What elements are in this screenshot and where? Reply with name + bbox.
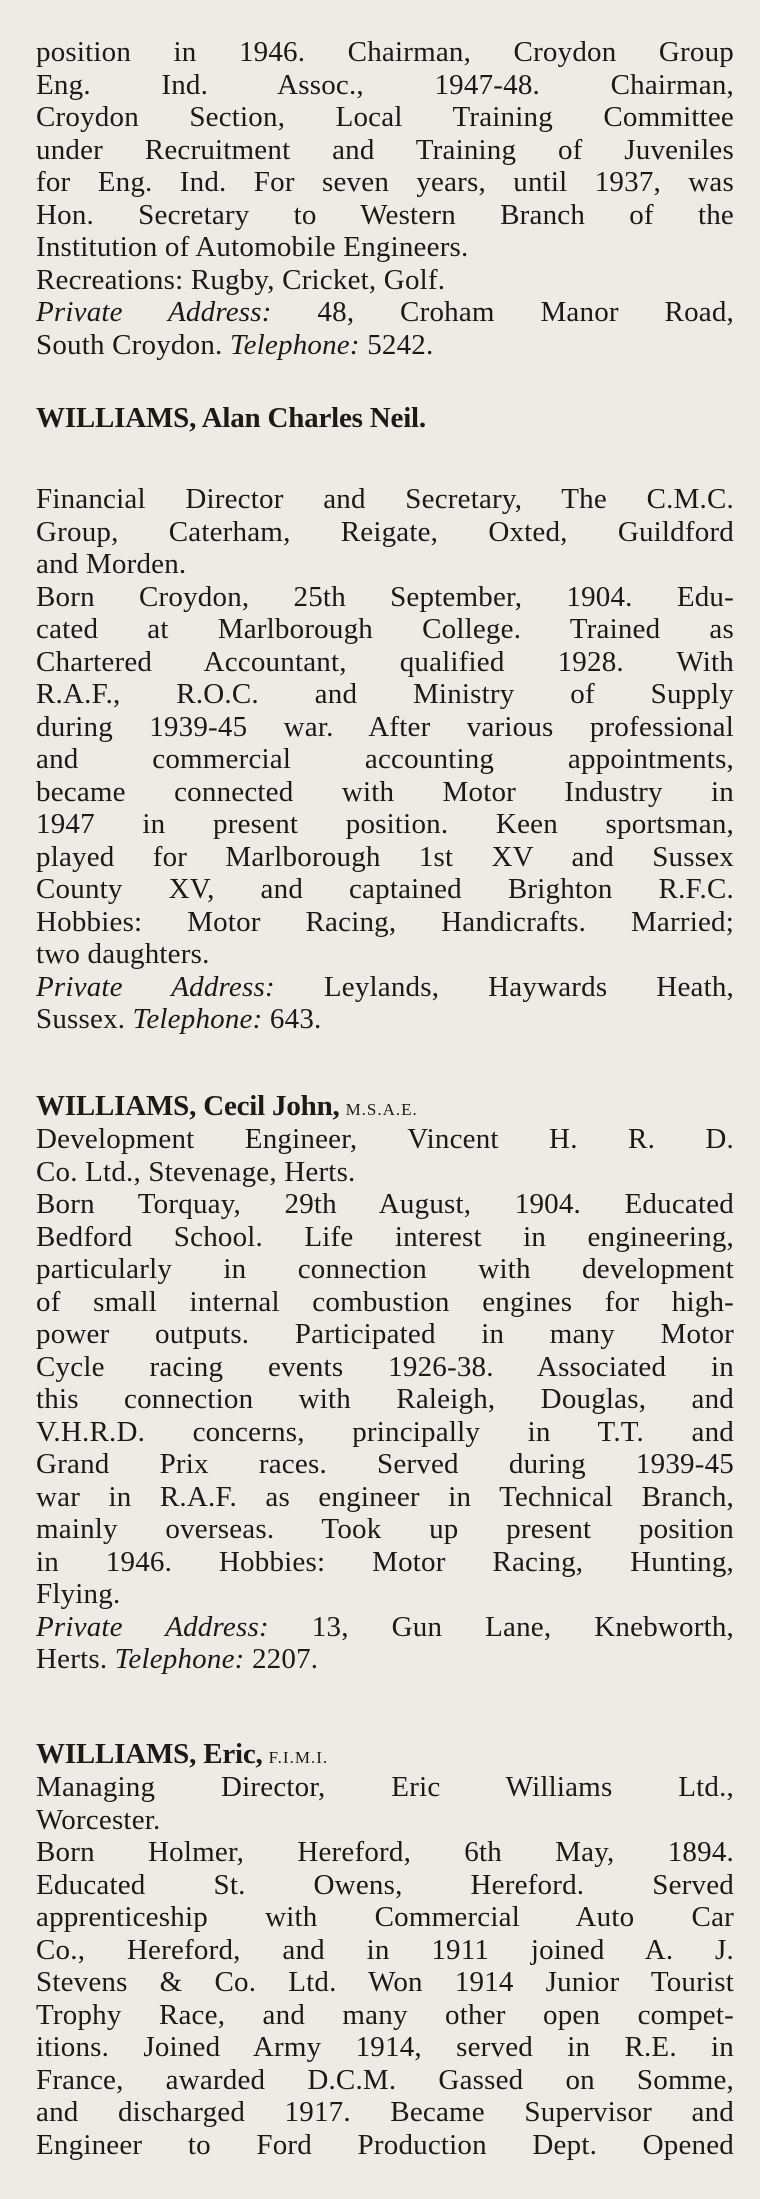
text-segment: power outputs. Participated in many Motor: [36, 1318, 734, 1350]
text-segment: 48, Croham Manor Road,: [317, 296, 734, 328]
text-line: [36, 613, 734, 646]
text-segment: and commercial accounting appointments,: [36, 743, 734, 775]
text-line: [36, 69, 734, 102]
text-segment: 2207.: [251, 1643, 319, 1675]
text-segment: Co., Hereford, and in 1911 joined A. J.: [36, 1933, 734, 1966]
text-line: [36, 1383, 734, 1416]
paragraph: [36, 1123, 734, 1188]
text-line: [36, 1611, 734, 1644]
text-line: [36, 1578, 734, 1611]
text-line: [36, 646, 734, 679]
text-line: [36, 1123, 734, 1156]
field-label: Private Address:: [36, 1610, 269, 1643]
text-line: [36, 1513, 734, 1546]
text-segment: South Croydon.: [36, 328, 230, 361]
paragraph: [36, 1771, 734, 1836]
text-segment: cated at Marlborough College. Trained as: [36, 613, 734, 645]
text-segment: under Recruitment and Training of Juveniles: [36, 133, 734, 166]
text-line: [36, 1934, 734, 1967]
paragraph: [36, 1836, 734, 2161]
text-segment: mainly overseas. Took up present position: [36, 1513, 734, 1545]
text-segment: France, awarded D.C.M. Gassed on Somme,: [36, 2063, 734, 2096]
text-segment: and discharged 1917. Became Supervisor and: [36, 2096, 734, 2128]
text-line: [36, 906, 734, 939]
text-segment: Bedford School. Life interest in engineering,: [36, 1220, 734, 1253]
text-segment: became connected with Motor Industry in: [36, 775, 734, 808]
text-line: [36, 1351, 734, 1384]
text-line: [36, 1804, 734, 1837]
text-line: [36, 873, 734, 906]
text-line: [36, 296, 734, 329]
text-segment: and Morden.: [36, 548, 187, 580]
text-segment: Born Torquay, 29th August, 1904. Educated: [36, 1188, 734, 1220]
text-segment: Born Croydon, 25th September, 1904. Edu-: [36, 580, 734, 613]
text-line: [36, 678, 734, 711]
text-line: [36, 264, 734, 297]
text-line: [36, 1416, 734, 1449]
text-segment: Institution of Automobile Engineers.: [36, 231, 469, 263]
paragraph: [36, 264, 734, 297]
field-label: Private Address:: [36, 970, 275, 1003]
text-line: [36, 516, 734, 549]
text-segment: R.A.F., R.O.C. and Ministry of Supply: [36, 678, 734, 710]
biography-entry: [36, 1089, 734, 1676]
text-line: [36, 483, 734, 516]
text-line: [36, 1221, 734, 1254]
text-segment: played for Marlborough 1st XV and Sussex: [36, 840, 734, 873]
text-line: [36, 581, 734, 614]
paragraph: [36, 36, 734, 264]
field-label: Telephone:: [132, 1003, 263, 1035]
text-line: [36, 548, 734, 581]
text-segment: Development Engineer, Vincent H. R. D.: [36, 1123, 734, 1155]
text-segment: Leylands, Haywards Heath,: [323, 970, 734, 1003]
text-line: [36, 776, 734, 809]
text-line: [36, 1003, 734, 1036]
text-segment: war in R.A.F. as engineer in Technical Branch,: [36, 1480, 734, 1513]
text-line: [36, 166, 734, 199]
field-label: Private Address:: [36, 296, 272, 328]
text-line: [36, 1966, 734, 1999]
biography-entry: [36, 1737, 734, 2161]
field-label: Telephone:: [114, 1643, 245, 1675]
text-line: [36, 938, 734, 971]
entry-heading: [36, 401, 734, 435]
biography-entry-continued: [36, 36, 734, 361]
paragraph: [36, 971, 734, 1036]
entry-name: WILLIAMS, Cecil John,: [36, 1090, 340, 1122]
text-line: [36, 841, 734, 874]
text-segment: itions. Joined Army 1914, served in R.E. in: [36, 2031, 734, 2063]
text-segment: Group, Caterham, Reigate, Oxted, Guildford: [36, 515, 734, 548]
entry-qualifications: F.I.M.I.: [268, 1748, 329, 1767]
text-line: [36, 134, 734, 167]
text-line: [36, 1999, 734, 2032]
paragraph: [36, 296, 734, 361]
text-segment: particularly in connection with development: [36, 1253, 734, 1285]
text-line: [36, 2129, 734, 2162]
text-segment: Hon. Secretary to Western Branch of the: [36, 198, 734, 231]
text-line: [36, 808, 734, 841]
text-segment: Financial Director and Secretary, The C.M.C.: [36, 483, 734, 515]
text-segment: Cycle racing events 1926-38. Associated in: [36, 1350, 734, 1383]
entry-heading: [36, 1737, 734, 1771]
text-line: [36, 1546, 734, 1579]
text-segment: V.H.R.D. concerns, principally in T.T. and: [36, 1415, 734, 1448]
text-segment: position in 1946. Chairman, Croydon Group: [36, 36, 734, 68]
text-segment: Recreations: Rugby, Cricket, Golf.: [36, 263, 446, 296]
field-label: Telephone:: [229, 328, 360, 361]
entry-name: WILLIAMS, Alan Charles Neil.: [36, 402, 426, 434]
text-segment: Sussex.: [36, 1003, 133, 1035]
text-line: [36, 1771, 734, 1804]
text-segment: Worcester.: [36, 1803, 161, 1836]
text-line: [36, 1318, 734, 1351]
text-line: [36, 743, 734, 776]
text-line: [36, 1253, 734, 1286]
text-segment: Flying.: [36, 1578, 121, 1610]
text-line: [36, 1836, 734, 1869]
text-segment: Trophy Race, and many other open compet-: [36, 1998, 734, 2031]
text-segment: Chartered Accountant, qualified 1928. With: [36, 645, 734, 678]
text-segment: for Eng. Ind. For seven years, until 1937, was: [36, 166, 734, 198]
text-line: [36, 2031, 734, 2064]
text-line: [36, 711, 734, 744]
text-line: [36, 1156, 734, 1189]
text-line: [36, 2064, 734, 2097]
text-line: [36, 329, 734, 362]
text-line: [36, 101, 734, 134]
text-segment: 5242.: [367, 328, 434, 361]
text-segment: Stevens & Co. Ltd. Won 1914 Junior Tourist: [36, 1966, 734, 1998]
text-segment: Croydon Section, Local Training Committee: [36, 101, 734, 133]
text-line: [36, 36, 734, 69]
paragraph: [36, 483, 734, 581]
text-segment: during 1939-45 war. After various professional: [36, 710, 734, 743]
text-line: [36, 1286, 734, 1319]
text-segment: Managing Director, Eric Williams Ltd.,: [36, 1771, 734, 1803]
paragraph: [36, 1611, 734, 1676]
text-line: [36, 1869, 734, 1902]
text-segment: Herts.: [36, 1643, 115, 1675]
text-line: [36, 1643, 734, 1676]
text-line: [36, 971, 734, 1004]
text-segment: Born Holmer, Hereford, 6th May, 1894.: [36, 1836, 734, 1868]
entry-heading: [36, 1089, 734, 1123]
text-segment: Educated St. Owens, Hereford. Served: [36, 1868, 734, 1901]
entry-qualifications: M.S.A.E.: [345, 1100, 418, 1119]
text-line: [36, 199, 734, 232]
text-segment: Co. Ltd., Stevenage, Herts.: [36, 1155, 356, 1188]
paragraph: [36, 1188, 734, 1611]
biography-entry: [36, 401, 734, 1036]
text-line: [36, 1188, 734, 1221]
text-segment: 643.: [269, 1003, 322, 1035]
text-line: [36, 231, 734, 264]
text-segment: Hobbies: Motor Racing, Handicrafts. Married;: [36, 905, 734, 938]
text-segment: Engineer to Ford Production Dept. Opened: [36, 2128, 734, 2161]
text-segment: Eng. Ind. Assoc., 1947-48. Chairman,: [36, 68, 734, 101]
text-line: [36, 1481, 734, 1514]
text-segment: Grand Prix races. Served during 1939-45: [36, 1448, 734, 1480]
text-segment: this connection with Raleigh, Douglas, and: [36, 1383, 734, 1415]
paragraph: [36, 581, 734, 971]
text-line: [36, 1448, 734, 1481]
entry-name: WILLIAMS, Eric,: [36, 1738, 263, 1770]
text-segment: of small internal combustion engines for high-: [36, 1285, 734, 1318]
text-segment: two daughters.: [36, 938, 210, 970]
text-line: [36, 1901, 734, 1934]
text-segment: 13, Gun Lane, Knebworth,: [311, 1610, 734, 1643]
text-segment: apprenticeship with Commercial Auto Car: [36, 1901, 734, 1933]
text-line: [36, 2096, 734, 2129]
text-segment: County XV, and captained Brighton R.F.C.: [36, 873, 734, 905]
text-segment: in 1946. Hobbies: Motor Racing, Hunting,: [36, 1545, 734, 1578]
text-segment: 1947 in present position. Keen sportsman,: [36, 808, 734, 840]
